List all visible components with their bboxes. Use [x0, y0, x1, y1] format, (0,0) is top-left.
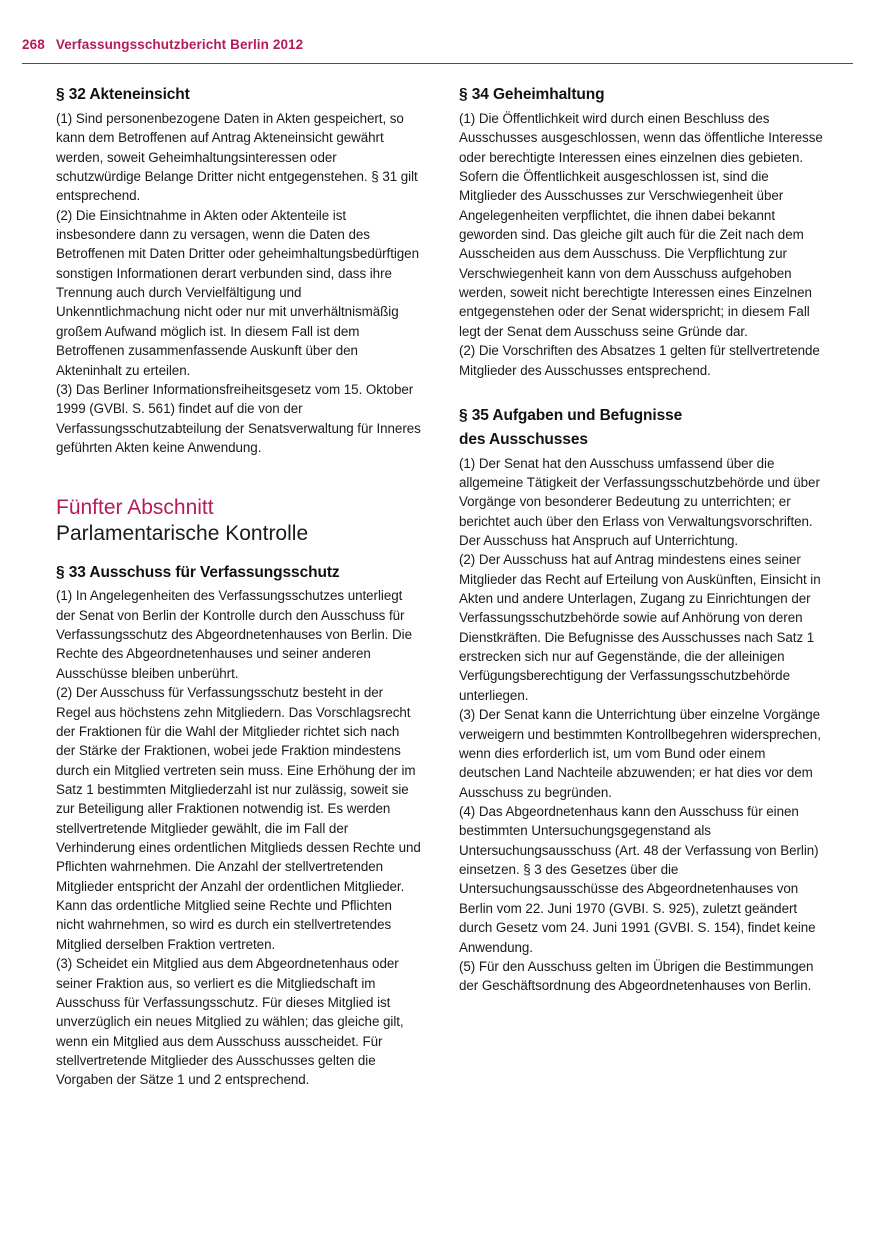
section-33-paragraph-3: (3) Scheidet ein Mitglied aus dem Abgeordnetenhaus oder seiner Fraktion aus, so verliert es die Mitgliedschaft im Ausschuss für Verfassungsschutz. Für dieses Mitglied ist unverzüglich ein neues Mitglied zu wählen; das gleiche gilt, wenn ein Mitglied aus dem Ausschuss ausscheidet. Für stellvertretende Mitglieder des Ausschusses gelten die Vorgaben der Sätze 1 und 2 entsprechend. [56, 956, 404, 1088]
section-35-paragraph-2: (2) Der Ausschuss hat auf Antrag mindestens eines seiner Mitglieder das Recht auf Erteilung von Auskünften, Einsicht in Akten und andere Unterlagen, Zugang zu Einrichtungen der Verfassungsschutzbehörde sowie auf Anhörung von deren Dienstkräften. Die Befugnisse des Ausschusses nach Satz 1 erstrecken sich nur auf Gegenstände, die der alleinigen Verfügungsberechtigung der Verfassungsschutzbehörde unterliegen. [459, 552, 821, 703]
section-33-paragraph-1: (1) In Angelegenheiten des Verfassungsschutzes unterliegt der Senat von Berlin der Kontrolle durch den Ausschuss für Verfassungsschutz des Abgeordnetenhauses von Berlin. Die Rechte des Abgeordnetenhauses und seiner anderen Ausschüsse bleiben unberührt. [56, 588, 413, 681]
section-34-paragraph-2: (2) Die Vorschriften des Absatzes 1 gelten für stellvertretende Mitglieder des Ausschusses entsprechend. [459, 343, 820, 378]
section-32-paragraph-3: (3) Das Berliner Informationsfreiheitsgesetz vom 15. Oktober 1999 (GVBl. S. 561) findet auf die von der Verfassungsschutzabteilung der Senatsverwaltung für Inneres geführten Akten keine Anwendung. [56, 381, 421, 455]
section-32-title: § 32 Akteneinsicht [56, 86, 190, 103]
section-34-paragraph-1: (1) Die Öffentlichkeit wird durch einen Beschluss des Ausschusses ausgeschlossen, wenn das öffentliche Interesse oder berechtigte Interessen eines einzelnen dies gebieten. Sofern die Öffentlichkeit ausgeschlossen ist, sind die Mitglieder des Ausschusses zur Verschwiegenheit über Angelegenheiten verpflichtet, die ihnen dabei bekannt geworden sind. Das gleiche gilt auch für die Zeit nach dem Ausscheiden aus dem Ausschuss. Die Verpflichtung zur Verschwiegenheit kann von dem Ausschuss aufgehoben werden, soweit nicht berechtigte Interessen eines Einzelnen entgegenstehen oder der Senat widerspricht; in diesem Fall legt der Senat dem Ausschuss seine Gründe dar. [459, 110, 823, 339]
chapter-kicker: Fünfter Abschnitt [56, 496, 214, 520]
chapter-name: Parlamentarische Kontrolle [56, 521, 309, 545]
header-title: Verfassungsschutzbericht Berlin 2012 [55, 37, 304, 52]
section-32-paragraph-2: (2) Die Einsichtnahme in Akten oder Aktenteile ist insbesondere dann zu versagen, wenn die Daten des Betroffenen mit Daten Dritter oder geheimhaltungsbedürftigen sonstigen Informationen derart verbunden sind, dass ihre Trennung auch durch Vervielfältigung und Unkenntlichmachung nicht oder nur mit unverhältnismäßig großem Aufwand möglich ist. In diesem Fall ist dem Betroffenen zusammenfassende Auskunft über den Akteninhalt zu erteilen. [56, 207, 419, 378]
section-35 [459, 406, 824, 996]
page-number: 268 [22, 37, 45, 52]
section-35-paragraph-4: (4) Das Abgeordnetenhaus kann den Ausschuss für einen bestimmten Untersuchungsgegenstand als Untersuchungsausschuss (Art. 48 der Verfassung von Berlin) einsetzen. § 3 des Gesetzes über die Untersuchungsausschüsse des Abgeordnetenhauses von Berlin vom 22. Juni 1970 (GVBI. S. 925), zuletzt geändert durch Gesetz vom 24. Juni 1991 (GVBI. S. 154), findet keine Anwendung. [459, 803, 819, 955]
section-35-title-line-2: des Ausschusses [459, 430, 588, 448]
section-34-title: § 34 Geheimhaltung [459, 86, 605, 103]
section-32-paragraph-1: (1) Sind personenbezogene Daten in Akten gespeichert, so kann dem Betroffenen auf Antrag Akteneinsicht gewährt werden, soweit Geheimhaltungsinteressen oder schutzwürdige Belange Dritter nicht entgegenstehen. § 31 gilt entsprechend. [56, 110, 418, 204]
section-35-title-line-1: § 35 Aufgaben und Befugnisse [459, 406, 683, 424]
section-33 [56, 563, 421, 1090]
page-header [22, 38, 853, 64]
chapter-heading [56, 495, 421, 546]
section-33-paragraph-2: (2) Der Ausschuss für Verfassungsschutz besteht in der Regel aus höchstens zehn Mitgliedern. Das Vorschlagsrecht der Fraktionen für die Wahl der Mitglieder richtet sich nach der Stärke der Fraktionen, wobei jede Fraktion mindestens durch ein Mitglied vertreten sein muss. Eine Erhöhung der im Satz 1 bestimmten Mitgliederzahl ist nur zulässig, soweit sie zur Beteiligung aller Fraktionen notwendig ist. Es werden stellvertretende Mitglieder gewählt, die im Fall der Verhinderung eines ordentlichen Mitglieds dessen Rechte und Pflichten wahrnehmen. Die Anzahl der stellvertretenden Mitglieder entspricht der Anzahl der ordentlichen Mitglieder. Kann das ordentliche Mitglied seine Rechte und Pflichten nicht wahrnehmen, so wird es durch ein stellvertretendes Mitglied derselben Fraktion vertreten. [56, 685, 421, 952]
left-column [56, 85, 421, 1090]
section-35-paragraph-1: (1) Der Senat hat den Ausschuss umfassend über die allgemeine Tätigkeit der Verfassungsschutzbehörde und über Vorgänge von besonderer Bedeutung zu unterrichten; er berichtet auch über den Erlass von Verwaltungsvorschriften. Der Ausschuss hat Anspruch auf Unterrichtung. [459, 455, 820, 548]
section-32 [56, 85, 421, 457]
two-column-body [56, 85, 824, 1090]
section-35-paragraph-5: (5) Für den Ausschuss gelten im Übrigen die Bestimmungen der Geschäftsordnung des Abgeordnetenhauses von Berlin. [459, 958, 814, 994]
section-34 [459, 85, 824, 380]
section-35-paragraph-3: (3) Der Senat kann die Unterrichtung über einzelne Vorgänge verweigern und bestimmten Kontrollbegehren widersprechen, wenn dies erforderlich ist, um vom Bund oder einem deutschen Land Nachteile abzuwenden; er hat dies vor dem Ausschuss zu begründen. [459, 707, 821, 800]
section-33-title: § 33 Ausschuss für Verfassungsschutz [56, 563, 340, 581]
right-column [459, 85, 824, 1090]
